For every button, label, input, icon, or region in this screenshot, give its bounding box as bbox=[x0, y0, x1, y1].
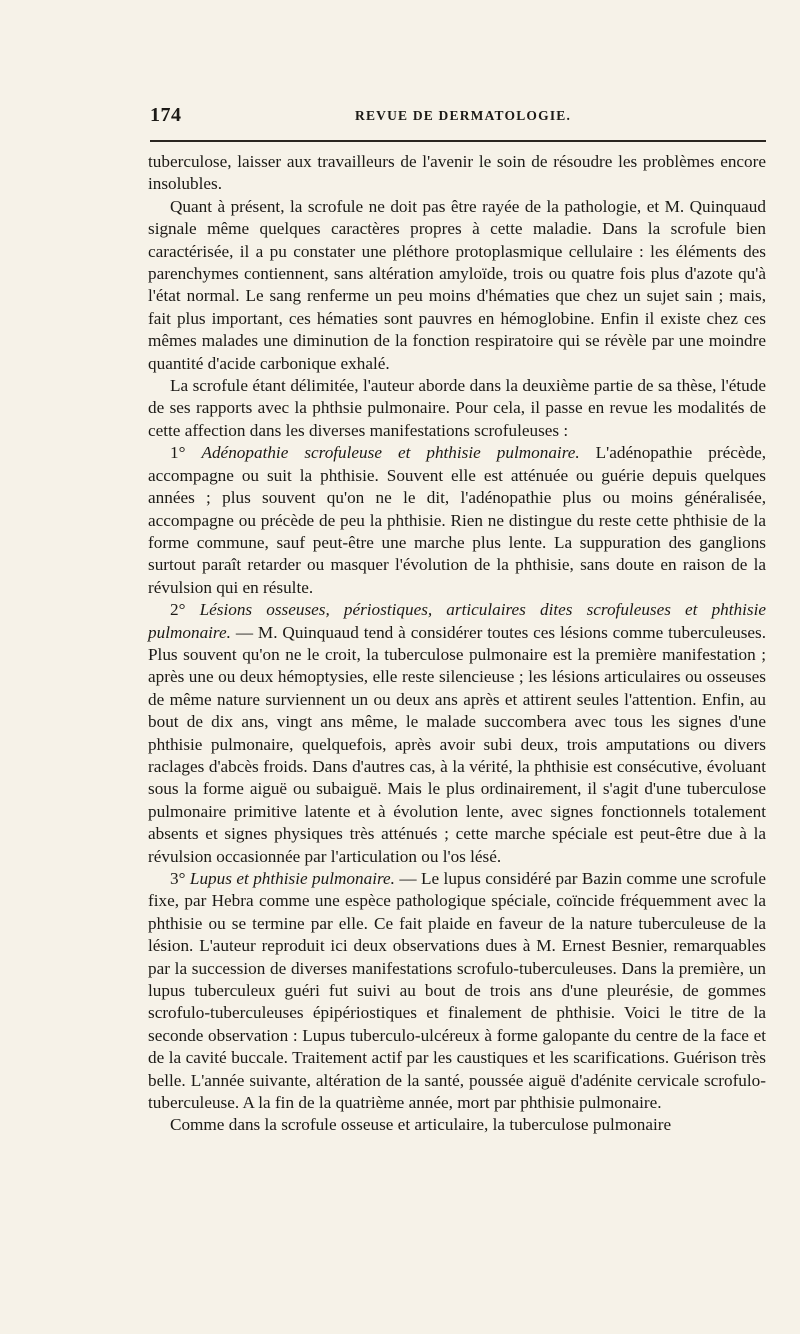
section-number: 2° bbox=[170, 600, 186, 620]
paragraph-continuation: tuberculose, laisser aux travailleurs de l'avenir le soin de résoudre les problèmes encore insolubles. bbox=[148, 152, 766, 194]
page-header bbox=[150, 104, 765, 128]
paragraph-lesions-osseuses bbox=[148, 599, 766, 868]
section-text: L'adénopathie précède, accompagne ou suit la phthisie. Souvent elle est atténuée ou guérie depuis quelques années ; plus souvent qu'on ne le dit, l'adénopathie plus ou moins généralisée, accompagne ou précède de peu la phthisie. Rien ne distingue du reste cette phthisie de la forme commune, sauf peut-être une marche plus lente. La suppuration des ganglions surtout paraît retarder ou masquer l'évolution de la phthisie, sans doute en raison de la révulsion qui en résulte. bbox=[148, 443, 767, 597]
section-title: Adénopathie scrofuleuse et phthisie pulmonaire. bbox=[201, 443, 580, 463]
paragraph-quinquaud-characters: Quant à présent, la scrofule ne doit pas être rayée de la pathologie, et M. Quinquaud signale même quelques caractères propres à cette maladie. Dans la scrofule bien caractérisée, il a pu constater une pléthore protoplasmique cellulaire : les éléments des parenchymes contiennent, sans altération amyloïde, trois ou quatre fois plus d'azote qu'à l'état normal. Le sang renferme un peu moins d'hématies que chez un sujet sain ; mais, fait plus important, ces hématies sont pauvres en hémoglobine. Enfin il existe chez ces mêmes malades une diminution de la fonction respiratoire qui se révèle par une moindre quantité d'acide carbonique exhalé. bbox=[148, 196, 766, 373]
paragraph-adenopathie bbox=[148, 442, 766, 599]
running-head: REVUE DE DERMATOLOGIE. bbox=[355, 108, 572, 123]
section-text: — M. Quinquaud tend à considérer toutes ces lésions comme tuberculeuses. Plus souvent qu'on ne le croit, la tuberculose pulmonaire est la première manifestation ; après une ou deux hémoptysies, elle reste silencieuse ; les lésions articulaires ou osseuses de même nature surviennent un ou deux ans après et attirent seules l'attention. Enfin, au bout de dix ans, vingt ans même, le malade succombera avec tous les signes d'une phthisie pulmonaire, quelquefois, après avoir subi deux, trois amputations ou divers raclages d'abcès froids. Dans d'autres cas, à la vérité, la phthisie est consécutive, évoluant sous la forme aiguë ou subaiguë. Mais le plus ordinairement, il s'agit d'une tuberculose pulmonaire primitive latente et à évolution lente, avec signes fonctionnels totalement absents et signes physiques très atténués ; cette marche spéciale est peut-être due à la révulsion occasionnée par l'articulation ou l'os lésé. bbox=[148, 622, 766, 866]
body-text bbox=[148, 151, 766, 1137]
paragraph-second-part: La scrofule étant délimitée, l'auteur aborde dans la deuxième partie de sa thèse, l'étude de ses rapports avec la phthsie pulmonaire. Pour cela, il passe en revue les modalités de cette affection dans les diverses manifestations scrofuleuses : bbox=[148, 376, 766, 440]
section-number: 3° bbox=[170, 869, 186, 888]
page-number: 174 bbox=[150, 104, 182, 126]
section-title: Lupus et phthisie pulmonaire. bbox=[189, 869, 395, 888]
paragraph-final: Comme dans la scrofule osseuse et articulaire, la tuberculose pulmonaire bbox=[170, 1115, 672, 1135]
paragraph-lupus bbox=[148, 868, 766, 1114]
section-number: 1° bbox=[170, 443, 186, 463]
header-rule bbox=[150, 140, 766, 142]
section-text: — Le lupus considéré par Bazin comme une scrofule fixe, par Hebra comme une espèce pathologique spéciale, coïncide fréquemment avec la phthisie ou se termine par elle. Ce fait plaide en faveur de la nature tuberculeuse de la lésion. L'auteur reproduit ici deux observations dues à M. Ernest Besnier, remarquables par la succession de diverses manifestations scrofulo-tuberculeuses. Dans la première, un lupus tuberculeux guéri fut suivi au bout de trois ans d'une pleurésie, de gommes scrofulo-tuberculeuses épipériostiques et finalement de phthisie. Voici le titre de la seconde observation : Lupus tuberculo-ulcéreux à forme galopante du centre de la face et de la cavité buccale. Traitement actif par les caustiques et les scarifications. Guérison très belle. L'année suivante, altération de la santé, poussée aiguë d'adénite cervicale scrofulo-tuberculeuse. A la fin de la quatrième année, mort par phthisie pulmonaire. bbox=[148, 869, 767, 1113]
section-title: Lésions osseuses, périostiques, articulaires dites scrofuleuses et phthisie pulmonaire. bbox=[148, 600, 766, 642]
